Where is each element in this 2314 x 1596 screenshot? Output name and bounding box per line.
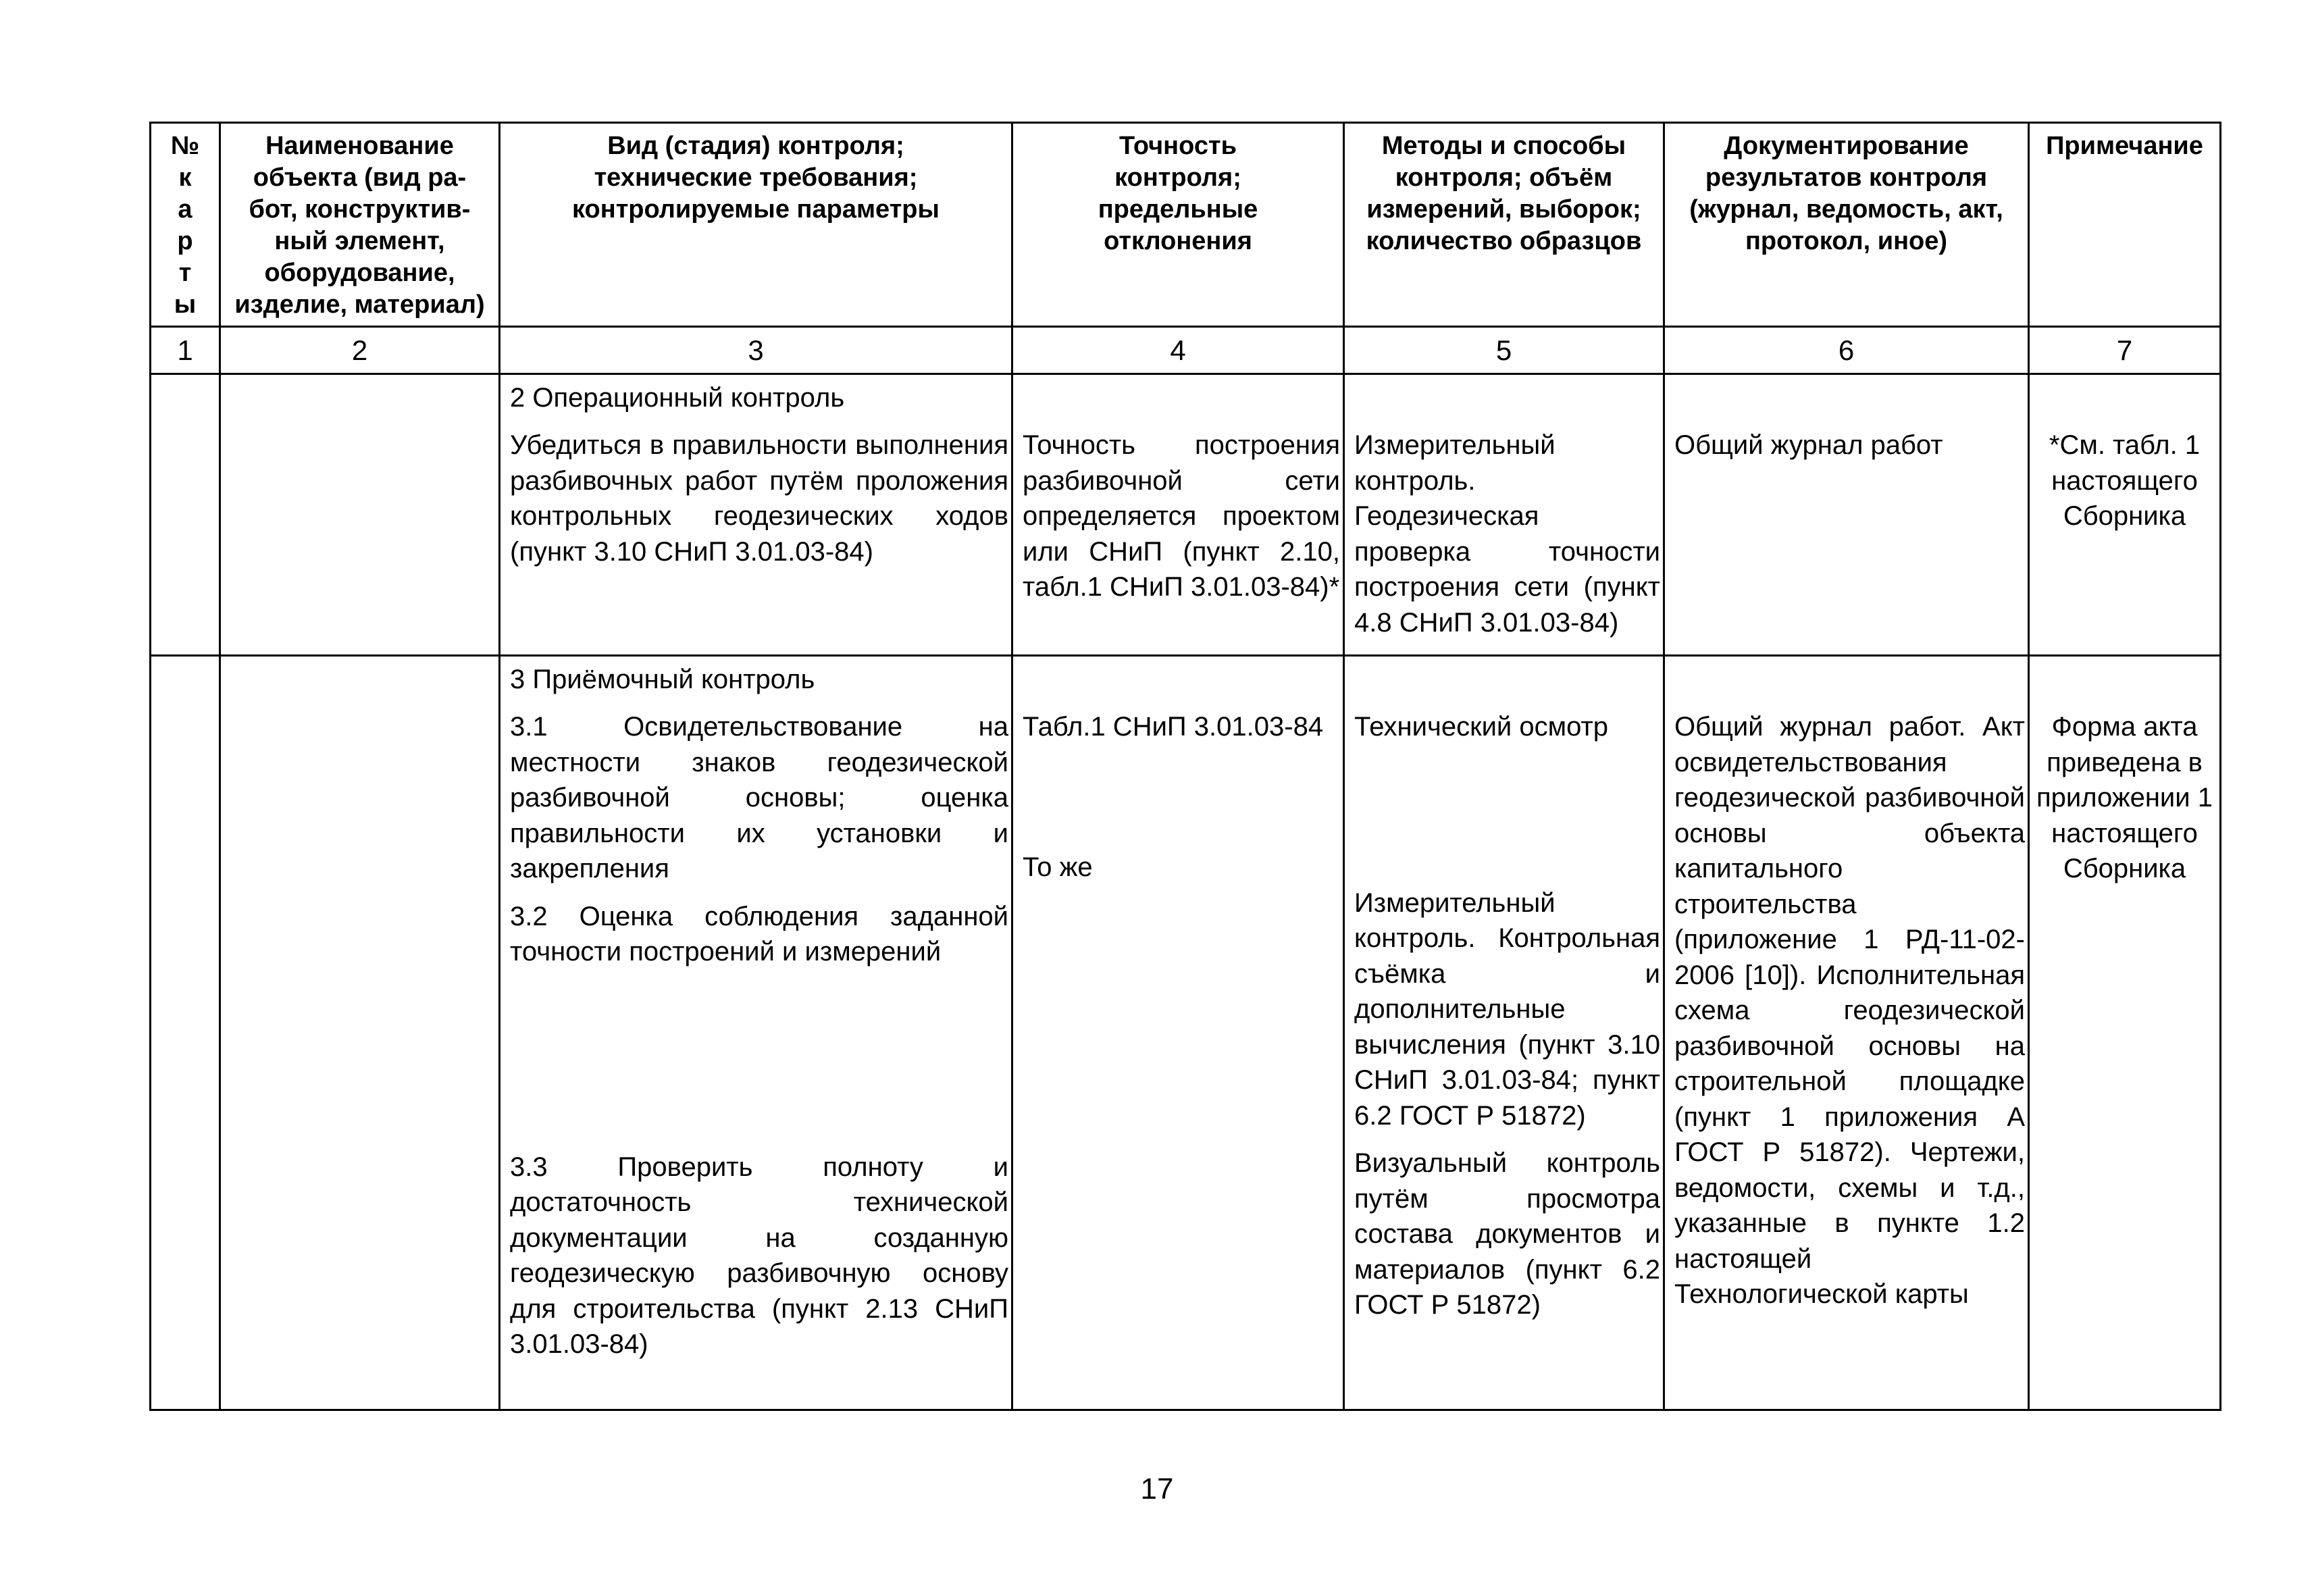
header-line: технические требования; [594,163,918,192]
header-line: № [170,132,200,160]
header-line: а [178,195,192,224]
acceptance-requirement-cell [500,656,1012,1410]
header-line: (журнал, ведомость, акт, [1689,195,2003,224]
acceptance-item-3-3: 3.3 Проверить полноту и достаточность технической документации на созданную геодезическую разбивочную основу для строительства (пункт 2.13 СНиП 3.01.03-84) [510,1152,1008,1359]
acceptance-item-3-2: 3.2 Оценка соблюдения заданной точности построений и измерений [510,901,1008,967]
header-line: контроля; объём [1395,163,1613,192]
column-number: 6 [1664,327,2029,374]
object-name-cell [220,656,500,1410]
operational-documentation: Общий журнал работ [1674,430,1943,460]
header-object-name [220,123,500,327]
acceptance-method-3-1: Технический осмотр [1354,712,1609,742]
acceptance-accuracy-cell [1012,656,1344,1410]
acceptance-method-cell [1344,656,1664,1410]
header-control-type [500,123,1012,327]
operational-method-cell [1344,374,1664,656]
header-line: к [178,163,192,192]
header-line: объекта (вид ра- [253,163,467,192]
acceptance-accuracy-3-1: Табл.1 СНиП 3.01.03-84 [1023,712,1324,742]
acceptance-documentation: Общий журнал работ. Акт освидетельствования геодезической разбивочной основы объекта капитального строительства (приложение 1 РД-11-02-2006 [10]). Исполнительная схема геодезической разбивочной основы на строительной площадке (пункт 1 приложения А ГОСТ Р 51872). Чертежи, ведомости, схемы и т.д., указанные в пункте 1.2 настоящей Технологической карты [1674,712,2025,1309]
column-number: 4 [1012,327,1344,374]
header-line: результатов контроля [1705,163,1988,192]
header-line: оборудование, [264,259,455,287]
acceptance-section-title: 3 Приёмочный контроль [510,665,815,694]
operational-documentation-cell [1664,374,2029,656]
header-note [2029,123,2221,327]
acceptance-note: Форма акта приведена в приложении 1 настоящего Сборника [2036,712,2213,883]
header-line: измерений, выборок; [1366,195,1641,224]
operational-requirement: Убедиться в правильности выполнения разбивочных работ путём проложения контрольных геодезических ходов (пункт 3.10 СНиП 3.01.03-84) [510,430,1008,567]
header-documentation [1664,123,2029,327]
operational-accuracy: Точность построения разбивочной сети определяется проектом или СНиП (пункт 2.10, табл.1 СНиП 3.01.03-84)* [1023,430,1340,602]
acceptance-documentation-cell [1664,656,2029,1410]
header-line: Точность [1119,132,1237,160]
header-line: количество образцов [1366,227,1642,255]
acceptance-method-3-3: Визуальный контроль путём просмотра состава документов и материалов (пункт 6.2 ГОСТ Р 51872) [1354,1148,1660,1320]
column-number: 1 [151,327,220,374]
header-methods [1344,123,1664,327]
column-number-row [151,327,2221,374]
acceptance-accuracy-3-2: То же [1023,852,1093,882]
column-number: 5 [1344,327,1664,374]
header-line: Наименование [265,132,454,160]
operational-section-title: 2 Операционный контроль [510,383,845,413]
header-line: изделие, материал) [234,290,485,319]
header-line: ный элемент, [274,227,445,255]
acceptance-method-3-2: Измерительный контроль. Контрольная съёмка и дополнительные вычисления (пункт 3.10 СНиП 3.01.03-84; пункт 6.2 ГОСТ Р 51872) [1354,887,1660,1131]
operational-control-row [151,374,2221,656]
header-line: предельные [1098,195,1258,224]
page-number: 17 [1140,1472,1174,1505]
header-line: Примечание [2046,132,2203,160]
header-line: р [177,227,193,255]
header-line: ы [174,290,197,319]
header-line: контролируемые параметры [572,195,940,224]
object-name-cell [220,374,500,656]
column-number: 3 [500,327,1012,374]
header-line: т [178,259,192,287]
operational-note: *См. табл. 1 настоящего Сборника [2049,430,2201,531]
header-line: отклонения [1104,227,1252,255]
header-accuracy [1012,123,1344,327]
operational-note-cell [2029,374,2221,656]
header-line: бот, конструктив- [249,195,471,224]
operational-accuracy-cell [1012,374,1344,656]
header-line: Документирование [1724,132,1969,160]
card-number-cell [151,656,220,1410]
operational-method: Измерительный контроль. Геодезическая проверка точности построения сети (пункт 4.8 СНиП 3.01.03-84) [1354,430,1660,638]
header-card-number [151,123,220,327]
column-number: 2 [220,327,500,374]
control-table [149,122,2221,1411]
header-line: контроля; [1114,163,1241,192]
header-line: Методы и способы [1381,132,1626,160]
acceptance-note-cell [2029,656,2221,1410]
card-number-cell [151,374,220,656]
operational-requirement-cell [500,374,1012,656]
header-line: протокол, иное) [1745,227,1948,255]
acceptance-item-3-1: 3.1 Освидетельствование на местности знаков геодезической разбивочной основы; оценка правильности их установки и закрепления [510,712,1008,883]
header-line: Вид (стадия) контроля; [607,132,904,160]
column-number: 7 [2029,327,2221,374]
header-row [151,123,2221,327]
acceptance-control-row [151,656,2221,1410]
